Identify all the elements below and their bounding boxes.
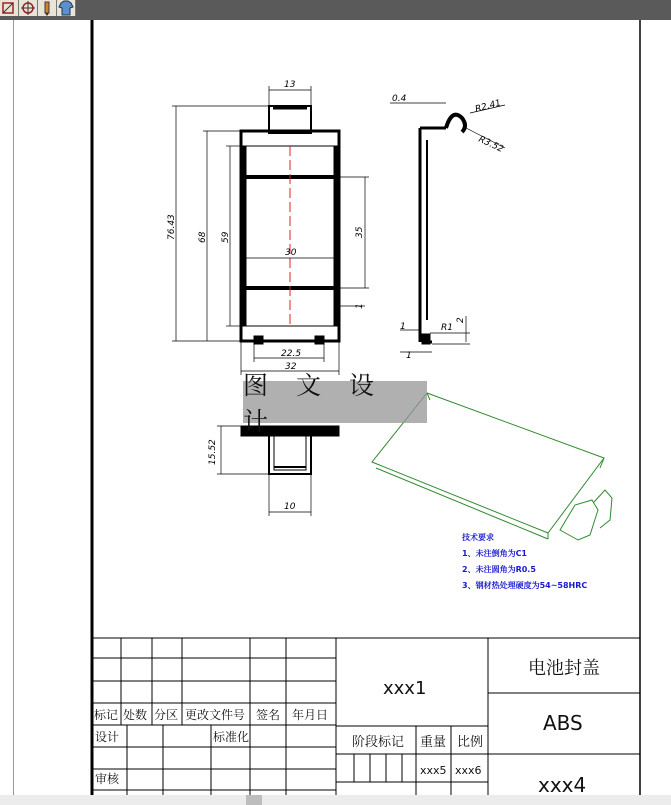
dim-15-52: 15.52 [208,439,218,465]
tb-header-qianming: 签名 [256,708,281,722]
tb-row-shenhe: 审核 [95,772,120,786]
tb-header-gengai: 更改文件号 [185,708,246,722]
dim-13: 13 [284,80,296,90]
dim-10: 10 [284,502,296,512]
dim-22-5: 22.5 [281,349,302,359]
tb-header-jieduan: 阶段标记 [352,735,405,750]
dim-0-4: 0.4 [392,94,407,104]
tb-drawing-number: xxx1 [383,678,427,699]
dim-32: 32 [285,362,297,372]
dim-1-side-a: 1 [400,322,406,332]
tb-header-bili: 比例 [457,735,484,750]
dim-30: 30 [285,248,297,258]
notes-line-3: 3、钢材热处理硬度为54~58HRC [462,581,588,590]
dim-r1: R1 [441,323,453,333]
dim-68: 68 [198,231,208,243]
notes-line-1: 1、未注倒角为C1 [462,549,528,558]
tb-row-sheji: 设计 [95,730,120,744]
tb-weight: xxx5 [420,764,447,777]
notes-line-2: 2、未注圆角为R0.5 [462,565,536,574]
tb-header-biaoji: 标记 [94,708,119,722]
tb-header-chushu: 处数 [123,708,148,722]
dim-r2-41: R2.41 [474,98,503,115]
dim-1-side-b: 1 [406,351,412,361]
tb-row-biaozhunhua: 标准化 [213,730,250,744]
dim-1-front: 1 [355,303,365,309]
dim-59: 59 [221,231,231,243]
dim-76-43: 76.43 [167,214,177,240]
tb-part-name: 电池封盖 [528,658,600,679]
tb-scale: xxx6 [455,764,482,777]
watermark-text: 图 文 设 计 [243,371,384,436]
dim-35: 35 [355,226,365,238]
tb-header-nianyueri: 年月日 [292,708,329,722]
tb-material: ABS [543,711,583,735]
dim-r3-52: R3.52 [476,134,505,155]
notes-title: 技术要求 [462,533,494,542]
dim-2: 2 [456,317,466,323]
tb-code: xxx4 [538,773,587,797]
tb-header-zhongliang: 重量 [420,735,447,750]
tb-header-fenqu: 分区 [154,708,179,722]
